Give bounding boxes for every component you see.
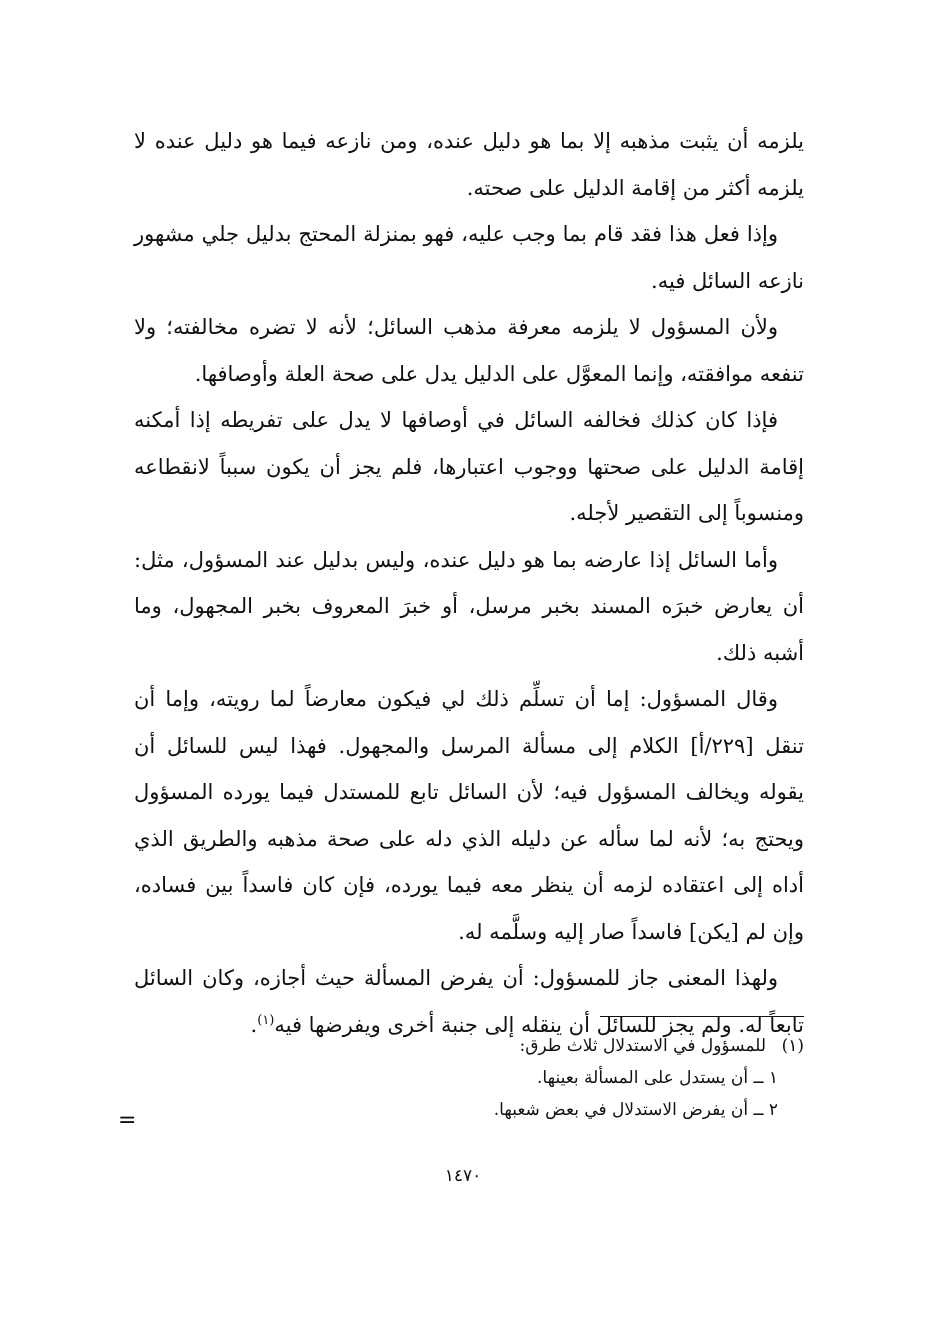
footnote-item: ٢ ــ أن يفرض الاستدلال في بعض شعبها. (493, 1100, 778, 1120)
paragraph: وإذا فعل هذا فقد قام بما وجب عليه، فهو بمنزلة المحتج بدليل جلي مشهور نازعه السائل فيه. (134, 222, 804, 293)
footnote (134, 1030, 804, 1062)
footnote-number: (١) (781, 1036, 804, 1056)
paragraph: فإذا كان كذلك فخالفه السائل في أوصافها لا يدل على تفريطه إذا أمكنه إقامة الدليل على صحتها ووجوب اعتبارها، فلم يجز أن يكون سبباً لانقطاعه ومنسوباً إلى التقصير لأجله. (134, 408, 804, 525)
footnote-separator (600, 1016, 804, 1017)
paragraph-text: ولهذا المعنى جاز للمسؤول: أن يفرض المسألة حيث أجازه، وكان السائل تابعاً له. ولم يجز للسائل أن ينقله إلى جنبة أخرى ويفرضها فيه (134, 966, 804, 1037)
footnote-text: للمسؤول في الاستدلال ثلاث طرق: (519, 1036, 766, 1056)
paragraph: ولأن المسؤول لا يلزمه معرفة مذهب السائل؛ لأنه لا تضره مخالفته؛ ولا تنفعه موافقته، وإنما المعوَّل على الدليل يدل على صحة العلة وأوصافها. (134, 315, 804, 386)
paragraph: وأما السائل إذا عارضه بما هو دليل عنده، وليس بدليل عند المسؤول، مثل: أن يعارض خبرَه المسند بخبر مرسل، أو خبرَ المعروف بخبر المجهول، وما أشبه ذلك. (134, 547, 804, 665)
footnote-reference: (١) (257, 1012, 275, 1028)
paragraph: يلزمه أن يثبت مذهبه إلا بما هو دليل عنده، ومن نازعه فيما هو دليل عنده لا يلزمه أكثر من إقامة الدليل على صحته. (134, 129, 804, 200)
page-number: ١٤٧٠ (444, 1166, 482, 1186)
paragraph: وقال المسؤول: إما أن تسلِّم ذلك لي فيكون معارضاً لما رويته، وإما أن تنقل [٢٢٩/أ] الكلام إلى مسألة المرسل والمجهول. فهذا ليس للسائل أن يقوله ويخالف المسؤول فيه؛ لأن السائل تابع للمستدل فيما يورده المسؤول ويحتج به؛ لأنه لما سأله عن دليله الذي دله على صحة مذهبه والطريق الذي أداه إلى اعتقاده لزمه أن ينظر معه فيما يورده، فإن كان فاسداً بين فساده، وإن لم [يكن] فاسداً صار إليه وسلَّمه له. (134, 687, 804, 944)
continuation-mark: = (118, 1108, 137, 1133)
footnote-item: ١ ــ أن يستدل على المسألة بعينها. (537, 1068, 778, 1088)
paragraph-end: . (250, 1012, 258, 1037)
footnotes (134, 1030, 804, 1126)
main-text (134, 118, 804, 1048)
